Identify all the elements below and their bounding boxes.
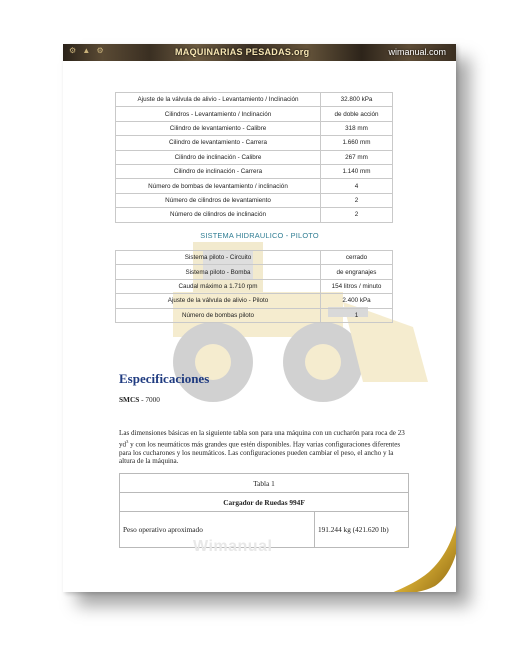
- hydraulic-spec-label-cell: Número de cilindros de inclinación: [116, 208, 321, 222]
- pilot-spec-label-cell: Caudal máximo a 1.710 rpm: [116, 279, 321, 293]
- pilot-spec-row: [116, 251, 393, 265]
- pilot-spec-value-cell: cerrado: [321, 251, 393, 265]
- pilot-spec-row: [116, 265, 393, 279]
- pilot-system-table: [115, 250, 393, 323]
- table-1-title: Cargador de Ruedas 994F: [120, 493, 409, 512]
- hydraulic-spec-value-cell: 1.140 mm: [321, 164, 393, 178]
- pilot-spec-row: [116, 308, 393, 322]
- hydraulic-spec-label-cell: Cilindros - Levantamiento / Inclinación: [116, 107, 321, 121]
- table-1-caption: Tabla 1: [120, 474, 409, 493]
- dimensions-paragraph: [119, 429, 409, 466]
- hydraulic-spec-value-cell: 2: [321, 193, 393, 207]
- page-curl-icon: [389, 512, 456, 592]
- paragraph-part1: Las dimensiones básicas en la siguiente tabla son para una máquina con un cucharón para roca de 23 yd: [119, 429, 405, 448]
- hydraulic-spec-label-cell: Número de cilindros de levantamiento: [116, 193, 321, 207]
- hydraulic-spec-value-cell: 318 mm: [321, 121, 393, 135]
- document-page: [63, 44, 456, 592]
- banner-site-left: MAQUINARIAS PESADAS.org: [175, 47, 310, 57]
- hydraulic-spec-row: [116, 193, 393, 207]
- hydraulic-spec-row: [116, 93, 393, 107]
- hydraulic-spec-value-cell: 4: [321, 179, 393, 193]
- specifications-heading: Especificaciones: [119, 371, 210, 386]
- operating-weight-label: Peso operativo aproximado: [120, 512, 315, 548]
- paragraph-part2: y con los neumáticos más grandes que estén disponibles. Hay varias configuraciones diferentes para los cucharones y los neumáticos. Las configuraciones pueden cambiar el peso, el ancho y la altura de la máquina.: [119, 439, 401, 466]
- hydraulic-spec-label-cell: Número de bombas de levantamiento / inclinación: [116, 179, 321, 193]
- hydraulic-spec-value-cell: 32.800 kPa: [321, 93, 393, 107]
- watermark: Wimanual: [193, 538, 273, 555]
- hydraulic-spec-value-cell: 267 mm: [321, 150, 393, 164]
- hydraulic-spec-label-cell: Cilindro de levantamiento - Calibre: [116, 121, 321, 135]
- hydraulic-spec-label-cell: Cilindro de levantamiento - Carrera: [116, 136, 321, 150]
- hydraulic-spec-row: [116, 179, 393, 193]
- hydraulic-spec-row: [116, 107, 393, 121]
- hydraulic-spec-value-cell: 2: [321, 208, 393, 222]
- hydraulic-spec-row: [116, 208, 393, 222]
- pilot-system-heading: SISTEMA HIDRAULICO - PILOTO: [200, 231, 319, 240]
- operating-weight-value: 191.244 kg (421.620 lb): [315, 512, 409, 548]
- smcs-code: [119, 395, 160, 404]
- pilot-spec-label-cell: Ajuste de la válvula de alivio - Piloto: [116, 294, 321, 308]
- table-1: [119, 473, 409, 548]
- hydraulic-spec-row: [116, 164, 393, 178]
- hydraulic-spec-row: [116, 150, 393, 164]
- pilot-spec-value-cell: 2.400 kPa: [321, 294, 393, 308]
- pilot-spec-row: [116, 279, 393, 293]
- hydraulic-spec-label-cell: Cilindro de inclinación - Carrera: [116, 164, 321, 178]
- pilot-spec-row: [116, 294, 393, 308]
- hydraulic-spec-value-cell: 1.660 mm: [321, 136, 393, 150]
- hydraulic-spec-row: [116, 121, 393, 135]
- pilot-spec-value-cell: de engranajes: [321, 265, 393, 279]
- banner-decoration: ⚙ ▲ ⚙: [69, 46, 106, 55]
- smcs-number: - 7000: [139, 395, 160, 404]
- header-banner: [63, 44, 456, 61]
- hydraulic-spec-label-cell: Ajuste de la válvula de alivio - Levantamiento / Inclinación: [116, 93, 321, 107]
- pilot-spec-label-cell: Número de bombas piloto: [116, 308, 321, 322]
- pilot-spec-label-cell: Sistema piloto - Bomba: [116, 265, 321, 279]
- pilot-spec-label-cell: Sistema piloto - Circuito: [116, 251, 321, 265]
- hydraulic-spec-label-cell: Cilindro de inclinación - Calibre: [116, 150, 321, 164]
- hydraulic-spec-value-cell: de doble acción: [321, 107, 393, 121]
- smcs-label: SMCS: [119, 395, 140, 404]
- banner-site-right: wimanual.com: [388, 47, 446, 57]
- pilot-spec-value-cell: 1: [321, 308, 393, 322]
- pilot-spec-value-cell: 154 litros / minuto: [321, 279, 393, 293]
- paragraph-superscript: 3: [126, 438, 129, 444]
- hydraulic-specs-table: [115, 92, 393, 223]
- hydraulic-spec-row: [116, 136, 393, 150]
